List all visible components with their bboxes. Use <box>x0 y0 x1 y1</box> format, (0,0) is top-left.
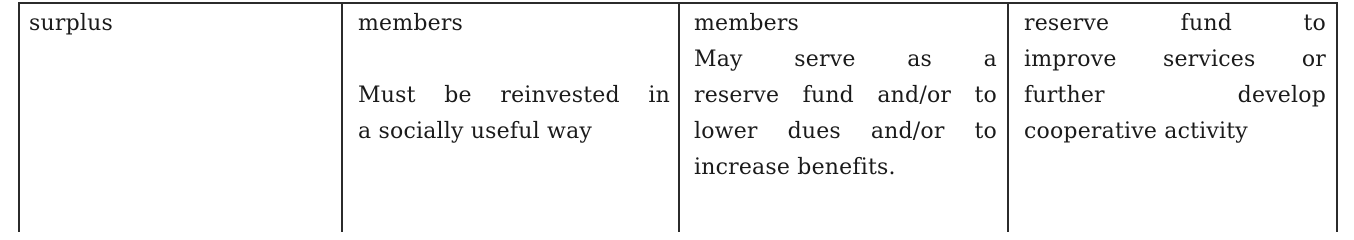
cell-text-line: Must be reinvested in <box>358 83 670 108</box>
table-cell-col3 <box>678 4 1007 232</box>
cell-text-line: cooperative activity <box>1024 119 1248 144</box>
cell-text-line: increase benefits. <box>694 155 896 180</box>
cell-text-line: members <box>358 11 464 36</box>
table-fragment <box>18 2 1338 232</box>
table-cell-col4 <box>1007 4 1338 232</box>
cell-text-line: further develop <box>1024 83 1326 108</box>
cell-text-line: a socially useful way <box>358 119 593 144</box>
cell-text-line: reserve fund to <box>1024 11 1326 36</box>
cell-text-line: May serve as a <box>694 47 997 72</box>
paragraph-gap <box>358 42 670 78</box>
cell-text-line: members <box>694 11 800 36</box>
table-cell-col1 <box>20 4 341 232</box>
cell-text-line: lower dues and/or to <box>694 119 997 144</box>
table-cell-col2 <box>341 4 678 232</box>
cell-text-line: improve services or <box>1024 47 1326 72</box>
cell-text-line: surplus <box>29 11 113 36</box>
cell-text-line: reserve fund and/or to <box>694 83 997 108</box>
